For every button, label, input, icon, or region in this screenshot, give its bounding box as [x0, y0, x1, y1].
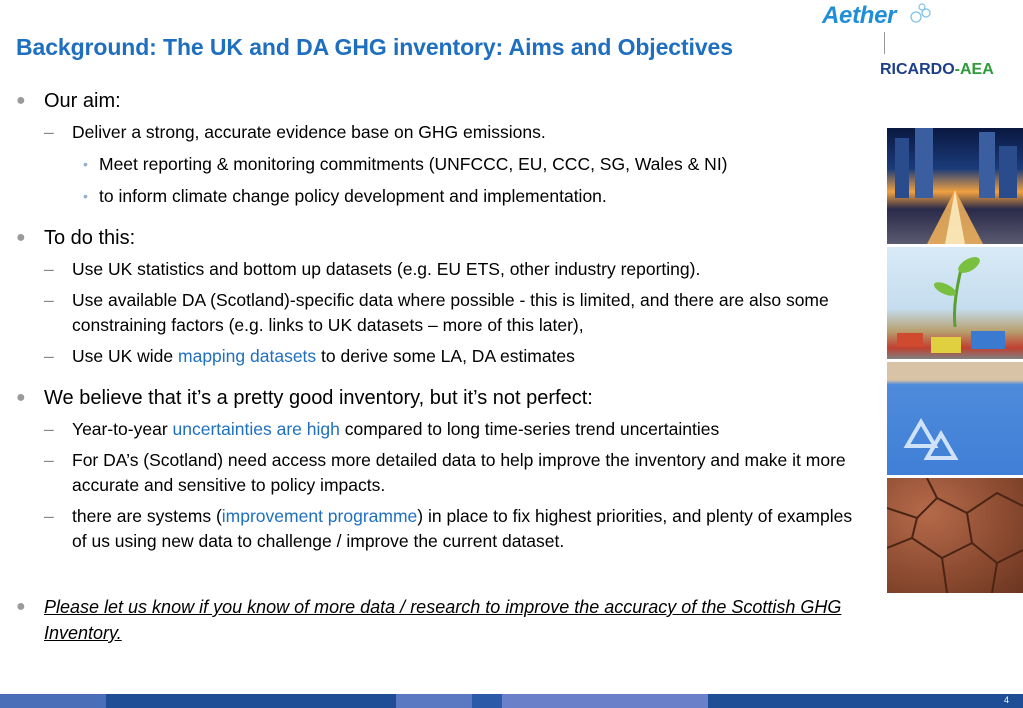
- dash-icon: –: [44, 290, 54, 310]
- bullet-inventory-quality: ● We believe that it’s a pretty good inventory, but it’s not perfect:: [16, 387, 593, 409]
- dash-icon: –: [44, 419, 54, 439]
- slide-body: [16, 88, 866, 646]
- footer-segment: [502, 694, 708, 708]
- dash-icon: –: [44, 122, 54, 142]
- dash-icon: –: [44, 259, 54, 279]
- mapping-datasets-link[interactable]: mapping datasets: [178, 346, 317, 366]
- page-number: 4: [1003, 695, 1009, 705]
- slide-title: Background: The UK and DA GHG inventory: Aims and Objectives: [16, 34, 733, 60]
- footer-segment: [0, 694, 106, 708]
- subbullet: – Use UK statistics and bottom up datasets (e.g. EU ETS, other industry reporting).: [16, 257, 866, 282]
- recycling-bin-image: [887, 362, 1023, 475]
- small-dot-icon: •: [83, 156, 88, 172]
- footer-segment: [106, 694, 396, 708]
- call-to-action-text: Please let us know if you know of more data / research to improve the accuracy of the Scottish GHG Inventory.: [44, 597, 842, 643]
- footer-segment: [708, 694, 868, 708]
- bullet-call-to-action: [16, 594, 866, 646]
- improvement-programme-link[interactable]: improvement programme: [221, 506, 418, 526]
- bullet-to-do-this: ● To do this:: [16, 227, 136, 249]
- subsubbullet: • Meet reporting & monitoring commitments (UNFCCC, EU, CCC, SG, Wales & NI): [16, 152, 866, 177]
- subbullet: – Use available DA (Scotland)-specific data where possible - this is limited, and there are also some constraining factors (e.g. links to UK datasets – more of this later),: [44, 290, 829, 335]
- footer-segment: [472, 694, 502, 708]
- ricardo-text: RICARDO: [880, 61, 955, 78]
- aea-text: AEA: [960, 61, 994, 78]
- bullet-dot-icon: ●: [16, 92, 26, 109]
- uncertainties-link[interactable]: uncertainties are high: [172, 419, 340, 439]
- dash-icon: –: [44, 450, 54, 470]
- bullet-dot-icon: ●: [16, 598, 26, 615]
- bullet-dot-icon: ●: [16, 389, 26, 406]
- dash-icon: –: [44, 346, 54, 366]
- subsubbullet: • to inform climate change policy development and implementation.: [16, 184, 866, 209]
- subbullet: – Use UK wide mapping datasets to derive some LA, DA estimates: [16, 344, 866, 369]
- bullet-dot-icon: ●: [16, 229, 26, 246]
- small-dot-icon: •: [83, 188, 88, 204]
- subbullet: – For DA’s (Scotland) need access more detailed data to help improve the inventory and make it more accurate and sensitive to policy impacts.: [44, 450, 846, 495]
- ricardo-aea-logo: [880, 61, 994, 79]
- city-lights-image: [887, 128, 1023, 244]
- subbullet: – there are systems (improvement programme) in place to fix highest priorities, and plenty of examples of us using new data to challenge / improve the current dataset.: [44, 506, 853, 551]
- dash-icon: –: [44, 506, 54, 526]
- footer-segment: [396, 694, 472, 708]
- city-skyline-icon: [887, 128, 1023, 244]
- aether-logo-text: Aether: [822, 2, 897, 29]
- bubbles-icon: [906, 2, 936, 28]
- plant-and-waste-image: [887, 247, 1023, 359]
- footer-bar: [0, 694, 1023, 708]
- plant-sprout-icon: [887, 247, 1023, 359]
- subbullet: – Deliver a strong, accurate evidence base on GHG emissions.: [16, 120, 866, 145]
- cracked-ground-icon: [887, 478, 1023, 593]
- bullet-our-aim: ● Our aim:: [16, 90, 121, 112]
- logo-divider: [884, 32, 885, 54]
- subbullet: – Year-to-year uncertainties are high compared to long time-series trend uncertainties: [16, 417, 866, 442]
- ricardo-dash: -: [954, 61, 960, 78]
- recycle-icon: [887, 362, 1023, 475]
- cracked-earth-image: [887, 478, 1023, 593]
